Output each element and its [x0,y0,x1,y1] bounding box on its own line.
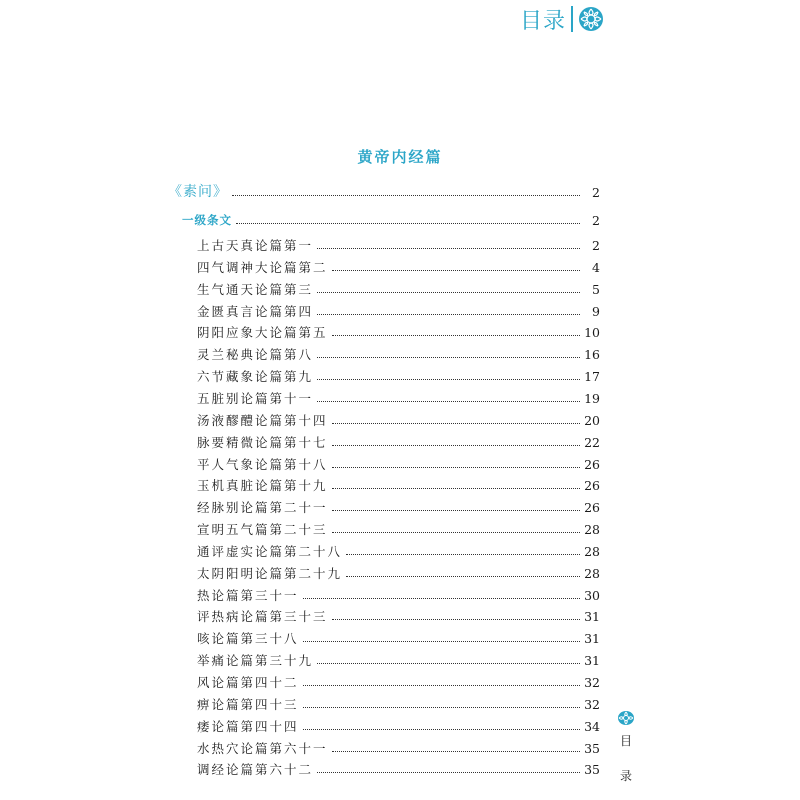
dot-leader [303,684,580,686]
toc-entry[interactable] [168,185,600,200]
toc-entry[interactable] [197,697,600,712]
side-tab-char: 录 [619,769,632,783]
toc-entry-page: 26 [584,500,600,516]
dot-leader [303,706,580,708]
toc-entry[interactable] [197,435,600,450]
dot-leader [332,422,580,424]
toc-entry-page: 20 [584,412,600,428]
dot-leader [332,334,580,336]
dot-leader [317,378,580,380]
toc-entry-page: 26 [584,456,600,472]
dot-leader [236,222,580,224]
toc-entry-page: 31 [584,609,600,625]
toc-entry-label: 经脉别论篇第二十一 [197,500,328,516]
floral-emblem-icon [617,710,635,726]
toc-entry[interactable] [197,457,600,472]
toc-entry[interactable] [197,544,600,559]
toc-entry-label: 宣明五气篇第二十三 [197,522,328,538]
toc-entry[interactable] [197,588,600,603]
toc-entry[interactable] [197,653,600,668]
toc-entry[interactable] [197,741,600,756]
dot-leader [332,269,580,271]
toc-entry[interactable] [197,566,600,581]
dot-leader [317,313,580,315]
toc-entry-page: 16 [584,347,600,363]
dot-leader [332,509,580,511]
side-tab [614,710,638,784]
toc-entry-page: 31 [584,653,600,669]
toc-entry-page: 2 [592,213,600,228]
header-divider [571,6,573,32]
dot-leader [303,597,580,599]
toc-entry-page: 2 [592,238,600,253]
toc-entry-label: 灵兰秘典论篇第八 [197,347,314,363]
dot-leader [317,356,580,358]
dot-leader [317,662,580,664]
side-tab-char: 目 [619,734,632,748]
toc-entry-label: 评热病论篇第三十三 [197,609,328,625]
floral-emblem-icon [578,6,604,32]
toc-entry-page: 2 [592,185,600,200]
toc-entry[interactable] [197,413,600,428]
toc-entry-label: 平人气象论篇第十八 [197,456,328,472]
toc-entry-label: 《素问》 [168,184,228,200]
toc-entry-page: 26 [584,478,600,494]
toc-entry[interactable] [197,325,600,340]
toc-entry[interactable] [197,762,600,777]
toc-entry-page: 10 [584,325,600,341]
toc-entry-page: 4 [592,259,600,275]
toc-entry-label: 金匮真言论篇第四 [197,303,314,319]
dot-leader [303,640,580,642]
toc-entry-page: 32 [584,675,600,690]
toc-entry-page: 30 [584,587,600,603]
toc-entry-page: 19 [584,390,600,406]
toc-entry-page: 35 [584,762,600,778]
toc-entry-label: 太阴阳明论篇第二十九 [197,565,343,581]
toc-entry-label: 热论篇第三十一 [197,587,299,603]
toc-entry-label: 痿论篇第四十四 [197,718,299,734]
toc-entry-page: 9 [592,303,600,319]
toc-entry-label: 举痛论篇第三十九 [197,653,314,669]
toc-entry[interactable] [197,238,600,253]
toc-entry-page: 22 [584,434,600,450]
toc-entry-page: 34 [584,718,600,734]
toc-entry-page: 5 [592,281,600,297]
toc-entry-label: 五脏别论篇第十一 [197,390,314,406]
toc-entry-label: 通评虚实论篇第二十八 [197,543,343,559]
toc-entry-label: 一级条文 [182,213,232,227]
dot-leader [346,553,580,555]
toc-entry-label: 四气调神大论篇第二 [197,259,328,275]
dot-leader [332,750,580,752]
page-header [520,2,604,36]
toc-entry-label: 上古天真论篇第一 [197,238,314,253]
dot-leader [332,531,580,533]
toc-entry-label: 咳论篇第三十八 [197,631,299,647]
toc-entry[interactable] [197,260,600,275]
toc-entry[interactable] [182,213,600,228]
toc-entry-page: 28 [584,543,600,559]
dot-leader [317,247,580,249]
dot-leader [346,575,580,577]
toc-entry-label: 阴阳应象大论篇第五 [197,325,328,341]
dot-leader [317,771,580,773]
toc-entry[interactable] [197,391,600,406]
dot-leader [317,291,580,293]
toc-entry-page: 32 [584,696,600,712]
toc-entry-label: 痹论篇第四十三 [197,696,299,712]
toc-entry-label: 风论篇第四十二 [197,675,299,690]
toc-entry[interactable] [197,478,600,493]
dot-leader [317,400,580,402]
dot-leader [332,444,580,446]
toc-entry-page: 31 [584,631,600,647]
toc-entry[interactable] [197,369,600,384]
toc-entry-page: 28 [584,522,600,538]
toc-entry[interactable] [197,522,600,537]
toc-entry[interactable] [197,609,600,624]
toc-entry-page: 28 [584,565,600,581]
toc-entry-label: 水热穴论篇第六十一 [197,740,328,756]
toc-entry[interactable] [197,347,600,362]
toc-entry[interactable] [197,500,600,515]
dot-leader [332,466,580,468]
dot-leader [303,728,580,730]
toc-entry[interactable] [197,675,600,690]
header-title: 目录 [520,8,567,34]
dot-leader [332,618,580,620]
dot-leader [332,487,580,489]
toc-entry-label: 调经论篇第六十二 [197,762,314,778]
toc-entry-label: 汤液醪醴论篇第十四 [197,412,328,428]
toc-entry-label: 玉机真脏论篇第十九 [197,478,328,494]
toc-entry-label: 脉要精微论篇第十七 [197,434,328,450]
toc-entry-page: 35 [584,740,600,756]
toc-entry[interactable] [197,282,600,297]
toc-entry-label: 生气通天论篇第三 [197,281,314,297]
toc-entry[interactable] [197,304,600,319]
toc-entry[interactable] [197,719,600,734]
toc-entry[interactable] [197,631,600,646]
toc-entry-page: 17 [584,369,600,385]
section-title: 黄帝内经篇 [357,148,443,166]
dot-leader [232,194,580,196]
toc-entry-label: 六节藏象论篇第九 [197,369,314,385]
